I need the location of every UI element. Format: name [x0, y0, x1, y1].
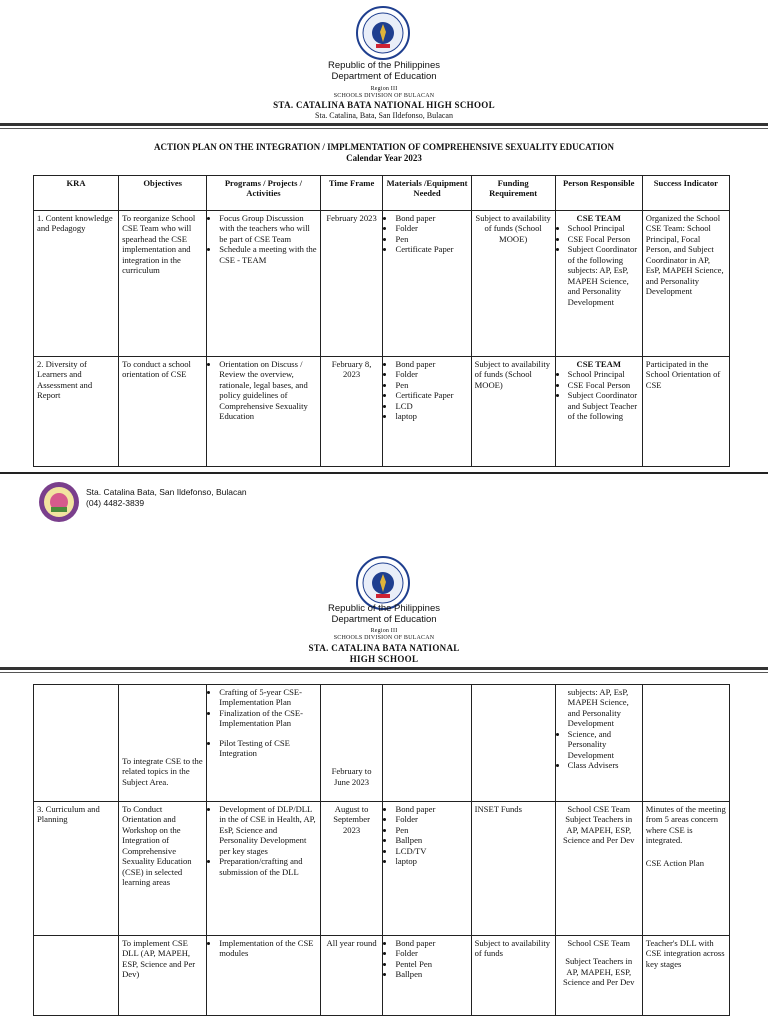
person-head: CSE TEAM [576, 359, 621, 369]
region-label: Region III [370, 628, 398, 634]
indicator-cell: Participated in the School Orientation of CSE [642, 357, 729, 467]
action-plan-table-page1 [33, 175, 730, 467]
indicator-cell [642, 802, 729, 936]
person-item: • Science, and Personality Development [568, 729, 639, 760]
timeframe-cell: February 2023 [320, 211, 383, 357]
programs-cell [207, 936, 320, 1016]
material-item: • Folder [395, 814, 467, 824]
person-cell [555, 357, 642, 467]
header-rule [0, 667, 768, 670]
table-row [34, 357, 730, 467]
document-page-2 [0, 552, 768, 1024]
timeframe-cell: February 8, 2023 [320, 357, 383, 467]
header-rule-thin [0, 128, 768, 129]
country-label: Republic of the Philippines [328, 60, 440, 71]
funding-cell: INSET Funds [471, 802, 555, 936]
program-item: • Implementation of the CSE modules [219, 938, 316, 959]
division-label: SCHOOLS DIVISION OF BULACAN [333, 93, 435, 99]
timeframe-cell: August to September 2023 [320, 802, 383, 936]
department-label: Department of Education [331, 71, 437, 82]
header-rule [0, 123, 768, 126]
material-item: • Ballpen [395, 969, 467, 979]
col-materials: Materials /Equipment Needed [383, 176, 471, 211]
kra-cell: 3. Curriculum and Planning [34, 802, 119, 936]
programs-cell [207, 357, 320, 467]
col-funding: Funding Requirement [471, 176, 555, 211]
material-item: • LCD/TV [395, 846, 467, 856]
funding-cell: Subject to availability of funds (School MOOE) [471, 211, 555, 357]
person-item: • CSE Focal Person [568, 234, 639, 244]
material-item: • Folder [395, 369, 467, 379]
objective-cell: To reorganize School CSE Team who will spearhead the CSE implementation and integration in the curriculum [119, 211, 207, 357]
col-objectives: Objectives [119, 176, 207, 211]
objective-cell: To conduct a school orientation of CSE [119, 357, 207, 467]
person-item: • Subject Coordinator of the following subjects: AP, EsP, MAPEH Science, and Personality Development [568, 244, 639, 307]
funding-cell: Subject to availability of funds [471, 936, 555, 1016]
objective-cell: To integrate CSE to the related topics in the Subject Area. [119, 685, 207, 802]
program-item: • Crafting of 5-year CSE-Implementation Plan [219, 687, 316, 708]
person-item: • Subject Coordinator and Subject Teacher of the following [568, 390, 639, 421]
material-item: • Bond paper [395, 359, 467, 369]
material-item: • Ballpen [395, 835, 467, 845]
timeframe-cell: All year round [320, 936, 383, 1016]
col-time-frame: Time Frame [320, 176, 383, 211]
material-item: • laptop [395, 856, 467, 866]
material-item: • Pen [395, 825, 467, 835]
material-item: • Certificate Paper [395, 390, 467, 400]
person-item: • School Principal [568, 369, 639, 379]
program-item: • Schedule a meeting with the CSE - TEAM [219, 244, 316, 265]
plan-title: ACTION PLAN ON THE INTEGRATION / IMPLMENTATION OF COMPREHENSIVE SEXUALITY EDUCATION [153, 142, 615, 152]
material-item: • Folder [395, 223, 467, 233]
program-item: • Orientation on Discuss / Review the overview, rationale, legal bases, and policy guidelines of Comprehensive Sexuality Education [219, 359, 316, 422]
material-item: • Bond paper [395, 804, 467, 814]
material-item: • Pentel Pen [395, 959, 467, 969]
person-item: • Class Advisers [568, 760, 639, 770]
table-row [34, 802, 730, 936]
footer-contact [86, 487, 247, 510]
materials-cell [383, 211, 471, 357]
header-rule-thin [0, 672, 768, 673]
person-item: • School Principal [568, 223, 639, 233]
program-item: • Focus Group Discussion with the teachers who will be part of CSE Team [219, 213, 316, 244]
person-cell [555, 936, 642, 1016]
department-label: Department of Education [331, 614, 437, 625]
materials-cell [383, 802, 471, 936]
country-label: Republic of the Philippines [328, 603, 440, 614]
deped-seal-icon [356, 6, 410, 60]
footer-address: Sta. Catalina Bata, San Ildefonso, Bulacan [86, 487, 247, 497]
col-indicator: Success Indicator [642, 176, 729, 211]
table-row [34, 685, 730, 802]
deped-seal-icon [356, 556, 410, 610]
region-label: Region III [370, 86, 398, 92]
col-programs: Programs / Projects / Activities [207, 176, 320, 211]
school-logo-icon [38, 481, 80, 523]
funding-cell: Subject to availability of funds (School MOOE) [471, 357, 555, 467]
division-label: SCHOOLS DIVISION OF BULACAN [333, 635, 435, 641]
table-row [34, 211, 730, 357]
material-item: • LCD [395, 401, 467, 411]
action-plan-table-page2 [33, 684, 730, 1016]
material-item: • Folder [395, 948, 467, 958]
programs-cell [207, 802, 320, 936]
school-name-line1: STA. CATALINA BATA NATIONAL [308, 643, 460, 653]
program-item: • Development of DLP/DLL in the of CSE in Health, AP, EsP, Science and Personality Development per key stages [219, 804, 316, 856]
timeframe-cell: February to June 2023 [320, 685, 383, 802]
objective-cell: To Conduct Orientation and Workshop on the Integration of Comprehensive Sexuality Education (CSE) in selected learning areas [119, 802, 207, 936]
col-kra: KRA [34, 176, 119, 211]
kra-cell: 1. Content knowledge and Pedagogy [34, 211, 119, 357]
school-name-line2: HIGH SCHOOL [349, 654, 419, 664]
person-text: School CSE Team [567, 938, 631, 948]
program-item: • Preparation/crafting and submission of the DLL [219, 856, 316, 877]
person-head: CSE TEAM [576, 213, 621, 223]
kra-cell: 2. Diversity of Learners and Assessment and Report [34, 357, 119, 467]
program-item: • Pilot Testing of CSE Integration [219, 738, 316, 759]
programs-cell [207, 211, 320, 357]
person-cell [555, 685, 642, 802]
footer-phone: (04) 4482-3839 [86, 498, 145, 509]
person-cell: School CSE Team Subject Teachers in AP, MAPEH, ESP, Science and Per Dev [555, 802, 642, 936]
person-item: • CSE Focal Person [568, 380, 639, 390]
programs-cell [207, 685, 320, 802]
col-person: Person Responsible [555, 176, 642, 211]
funding-cell [471, 685, 555, 802]
indicator-cell: Organized the School CSE Team: School Principal, Focal Person, and Subject Coordinator in AP, EsP, MAPEH Science, and Personality Development [642, 211, 729, 357]
material-item: • Bond paper [395, 938, 467, 948]
kra-cell [34, 685, 119, 802]
indicator-text: Minutes of the meeting from 5 areas concern where CSE is integrated. [645, 804, 726, 846]
material-item: • Certificate Paper [395, 244, 467, 254]
table-row [34, 936, 730, 1016]
material-item: • Pen [395, 234, 467, 244]
indicator-text-2: CSE Action Plan [645, 857, 705, 868]
school-name: STA. CATALINA BATA NATIONAL HIGH SCHOOL [273, 100, 495, 110]
table-header-row [34, 176, 730, 211]
program-item: • Finalization of the CSE-Implementation Plan [219, 708, 316, 729]
material-item: • laptop [395, 411, 467, 421]
person-text-2: Subject Teachers in AP, MAPEH, ESP, Science and Per Dev [563, 956, 635, 988]
school-address: Sta. Catalina, Bata, San Ildefonso, Bulacan [315, 111, 453, 120]
indicator-cell: Teacher's DLL with CSE integration across key stages [642, 936, 729, 1016]
person-continued: subjects: AP, EsP, MAPEH Science, and Personality Development [567, 687, 629, 729]
material-item: • Pen [395, 380, 467, 390]
objective-cell: To implement CSE DLL (AP, MAPEH, ESP, Science and Per Dev) [119, 936, 207, 1016]
indicator-cell [642, 685, 729, 802]
person-cell [555, 211, 642, 357]
materials-cell [383, 685, 471, 802]
material-item: • Bond paper [395, 213, 467, 223]
footer-rule [0, 472, 768, 474]
materials-cell [383, 357, 471, 467]
kra-cell [34, 936, 119, 1016]
materials-cell [383, 936, 471, 1016]
plan-year: Calendar Year 2023 [346, 153, 422, 163]
